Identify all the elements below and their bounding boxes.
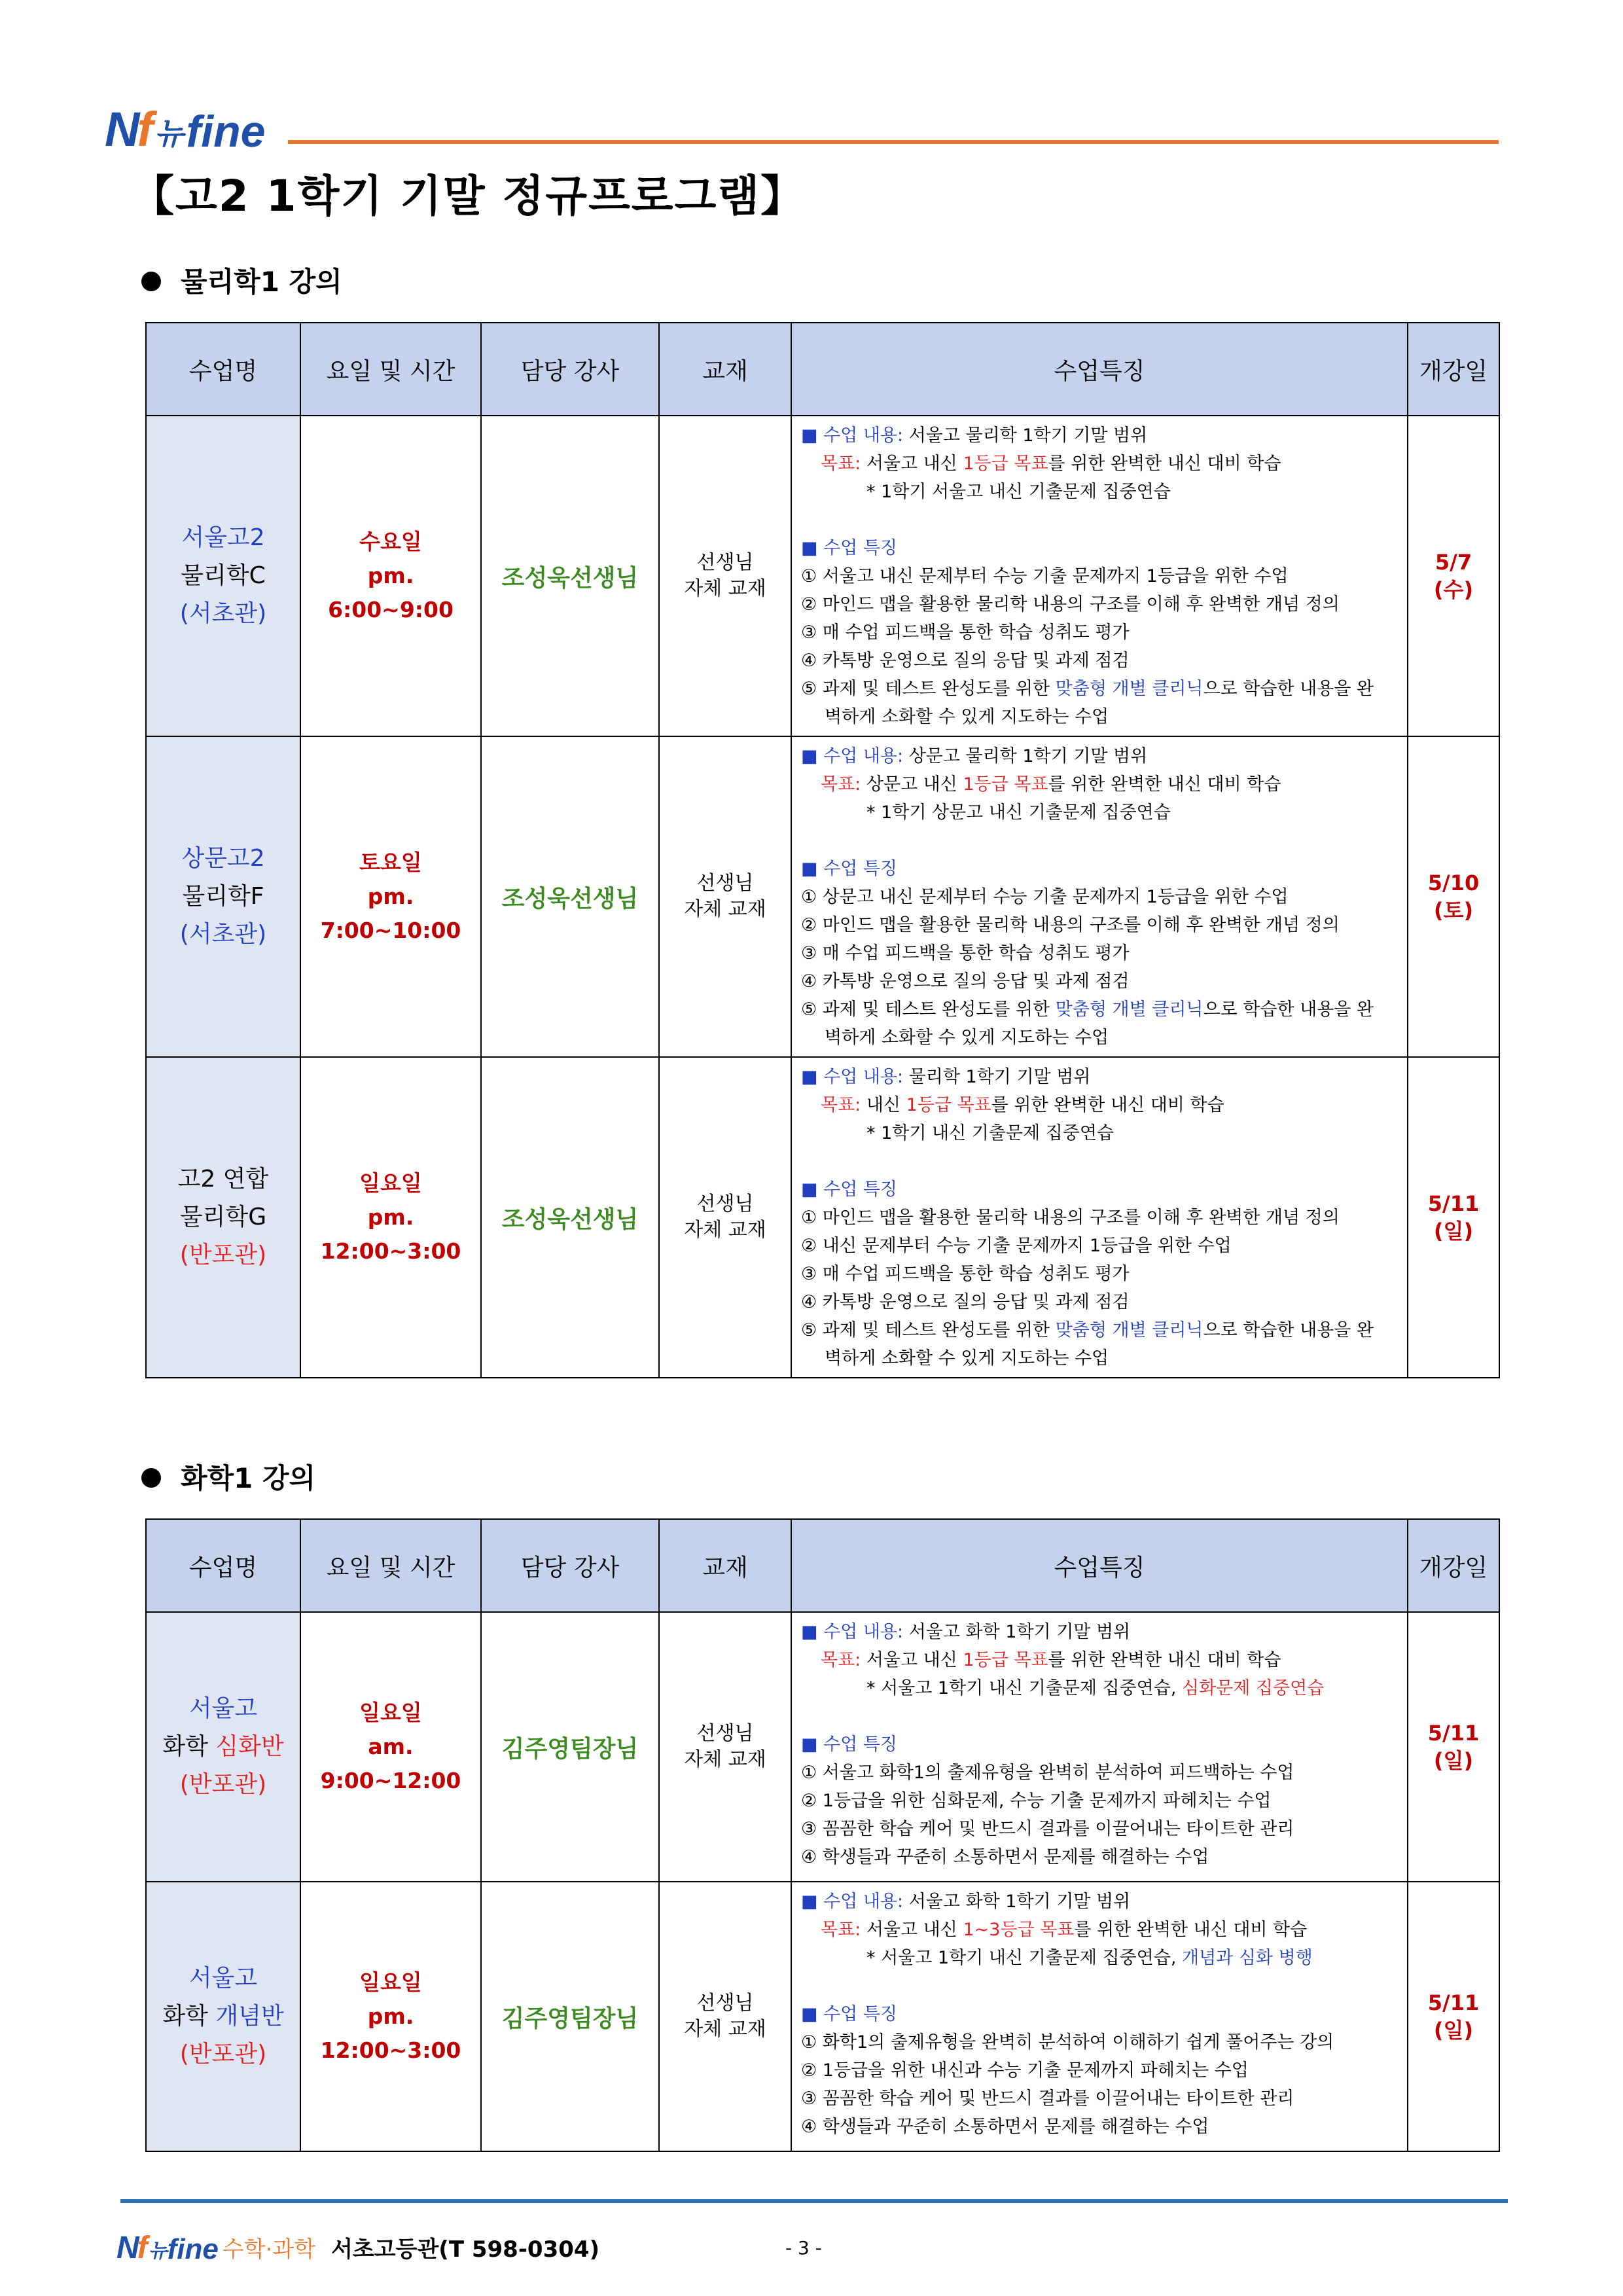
class-name-cell: 상문고2 물리학F (서초관) [146, 736, 300, 1057]
col-header-teacher: 담당 강사 [481, 323, 659, 416]
col-header-open: 개강일 [1408, 1519, 1499, 1612]
schedule-cell: 수요일 pm. 6:00~9:00 [300, 416, 481, 736]
footer-logo: Nf [116, 2231, 146, 2265]
textbook-cell: 선생님 자체 교재 [659, 1612, 791, 1882]
table-row [146, 1882, 1499, 2151]
col-header-open: 개강일 [1408, 323, 1499, 416]
textbook-cell: 선생님 자체 교재 [659, 1057, 791, 1378]
schedule-cell: 일요일 am. 9:00~12:00 [300, 1612, 481, 1882]
start-date-cell: 5/11 (일) [1408, 1057, 1499, 1378]
section-title-chemistry: 화학1 강의 [141, 1457, 315, 1496]
table-header-row [146, 323, 1499, 416]
col-header-book: 교재 [659, 323, 791, 416]
teacher-cell: 조성욱선생님 [481, 1057, 659, 1378]
physics-table [145, 322, 1500, 1378]
page-number: - 3 - [785, 2237, 822, 2259]
textbook-cell: 선생님 자체 교재 [659, 1882, 791, 2151]
bullet-icon [141, 1468, 161, 1488]
page-title: 【고2 1학기 기말 정규프로그램】 [131, 171, 806, 221]
table-row [146, 736, 1499, 1057]
textbook-cell: 선생님 자체 교재 [659, 736, 791, 1057]
col-header-book: 교재 [659, 1519, 791, 1612]
schedule-cell: 일요일 pm. 12:00~3:00 [300, 1882, 481, 2151]
section-title-physics: 물리학1 강의 [141, 260, 342, 300]
start-date-cell: 5/11 (일) [1408, 1882, 1499, 2151]
col-header-features: 수업특징 [791, 323, 1408, 416]
col-header-name: 수업명 [146, 1519, 300, 1612]
table-row [146, 416, 1499, 736]
table-header-row [146, 1519, 1499, 1612]
class-name-cell: 서울고2 물리학C (서초관) [146, 416, 300, 736]
schedule-cell: 일요일 pm. 12:00~3:00 [300, 1057, 481, 1378]
col-header-time: 요일 및 시간 [300, 1519, 481, 1612]
features-cell: ■ 수업 내용: 서울고 물리학 1학기 기말 범위 목표: 서울고 내신 1등급 목표를 위한 완벽한 내신 대비 학습 * 1학기 서울고 내신 기출문제 집중연습 ■ 수업 특징 ① 서울고 내신 문제부터 수능 기출 문제까지 1등급을 위한 수업 ② 마인드 맵을 활용한 물리학 내용의 구조를 이해 후 완벽한 개념 정의 ③ 매 수업 피드백을 통한 학습 성취도 평가 ④ 카톡방 운영으로 질의 응답 및 과제 점검 ⑤ 과제 및 테스트 완성도를 위한 맞춤형 개별 클리닉으로 학습한 내용을 완 벽하게 소화할 수 있게 지도하는 수업 [791, 416, 1408, 736]
bullet-icon [141, 272, 161, 291]
features-cell: ■ 수업 내용: 상문고 물리학 1학기 기말 범위 목표: 상문고 내신 1등급 목표를 위한 완벽한 내신 대비 학습 * 1학기 상문고 내신 기출문제 집중연습 ■ 수업 특징 ① 상문고 내신 문제부터 수능 기출 문제까지 1등급을 위한 수업 ② 마인드 맵을 활용한 물리학 내용의 구조를 이해 후 완벽한 개념 정의 ③ 매 수업 피드백을 통한 학습 성취도 평가 ④ 카톡방 운영으로 질의 응답 및 과제 점검 ⑤ 과제 및 테스트 완성도를 위한 맞춤형 개별 클리닉으로 학습한 내용을 완 벽하게 소화할 수 있게 지도하는 수업 [791, 736, 1408, 1057]
footer: Nf 뉴 fine 수학·과학 서초고등관(T 598-0304) [116, 2231, 600, 2265]
teacher-cell: 김주영팀장님 [481, 1882, 659, 2151]
col-header-teacher: 담당 강사 [481, 1519, 659, 1612]
footer-divider [120, 2199, 1508, 2203]
chemistry-table [145, 1518, 1500, 2152]
col-header-features: 수업특징 [791, 1519, 1408, 1612]
table-row [146, 1612, 1499, 1882]
brand-logo: Nf 뉴 fine [105, 102, 266, 156]
textbook-cell: 선생님 자체 교재 [659, 416, 791, 736]
class-name-cell: 서울고 화학 심화반 (반포관) [146, 1612, 300, 1882]
start-date-cell: 5/10 (토) [1408, 736, 1499, 1057]
start-date-cell: 5/7 (수) [1408, 416, 1499, 736]
col-header-name: 수업명 [146, 323, 300, 416]
features-cell: ■ 수업 내용: 서울고 화학 1학기 기말 범위 목표: 서울고 내신 1~3등급 목표를 위한 완벽한 내신 대비 학습 * 서울고 1학기 내신 기출문제 집중연습, 개념과 심화 병행 ■ 수업 특징 ① 화학1의 출제유형을 완벽히 분석하여 이해하기 쉽게 풀어주는 강의 ② 1등급을 위한 내신과 수능 기출 문제까지 파헤치는 수업 ③ 꼼꼼한 학습 케어 및 반드시 결과를 이끌어내는 타이트한 관리 ④ 학생들과 꾸준히 소통하면서 문제를 해결하는 수업 [791, 1882, 1408, 2151]
footer-subjects: 수학·과학 [222, 2236, 316, 2263]
features-cell: ■ 수업 내용: 물리학 1학기 기말 범위 목표: 내신 1등급 목표를 위한 완벽한 내신 대비 학습 * 1학기 내신 기출문제 집중연습 ■ 수업 특징 ① 마인드 맵을 활용한 물리학 내용의 구조를 이해 후 완벽한 개념 정의 ② 내신 문제부터 수능 기출 문제까지 1등급을 위한 수업 ③ 매 수업 피드백을 통한 학습 성취도 평가 ④ 카톡방 운영으로 질의 응답 및 과제 점검 ⑤ 과제 및 테스트 완성도를 위한 맞춤형 개별 클리닉으로 학습한 내용을 완 벽하게 소화할 수 있게 지도하는 수업 [791, 1057, 1408, 1378]
start-date-cell: 5/11 (일) [1408, 1612, 1499, 1882]
header-divider [288, 140, 1499, 144]
footer-branch: 서초고등관(T 598-0304) [331, 2236, 600, 2263]
teacher-cell: 조성욱선생님 [481, 416, 659, 736]
features-cell: ■ 수업 내용: 서울고 화학 1학기 기말 범위 목표: 서울고 내신 1등급 목표를 위한 완벽한 내신 대비 학습 * 서울고 1학기 내신 기출문제 집중연습, 심화문제 집중연습 ■ 수업 특징 ① 서울고 화학1의 출제유형을 완벽히 분석하여 피드백하는 수업 ② 1등급을 위한 심화문제, 수능 기출 문제까지 파헤치는 수업 ③ 꼼꼼한 학습 케어 및 반드시 결과를 이끌어내는 타이트한 관리 ④ 학생들과 꾸준히 소통하면서 문제를 해결하는 수업 [791, 1612, 1408, 1882]
teacher-cell: 조성욱선생님 [481, 736, 659, 1057]
col-header-time: 요일 및 시간 [300, 323, 481, 416]
class-name-cell: 서울고 화학 개념반 (반포관) [146, 1882, 300, 2151]
table-row [146, 1057, 1499, 1378]
teacher-cell: 김주영팀장님 [481, 1612, 659, 1882]
class-name-cell: 고2 연합 물리학G (반포관) [146, 1057, 300, 1378]
schedule-cell: 토요일 pm. 7:00~10:00 [300, 736, 481, 1057]
